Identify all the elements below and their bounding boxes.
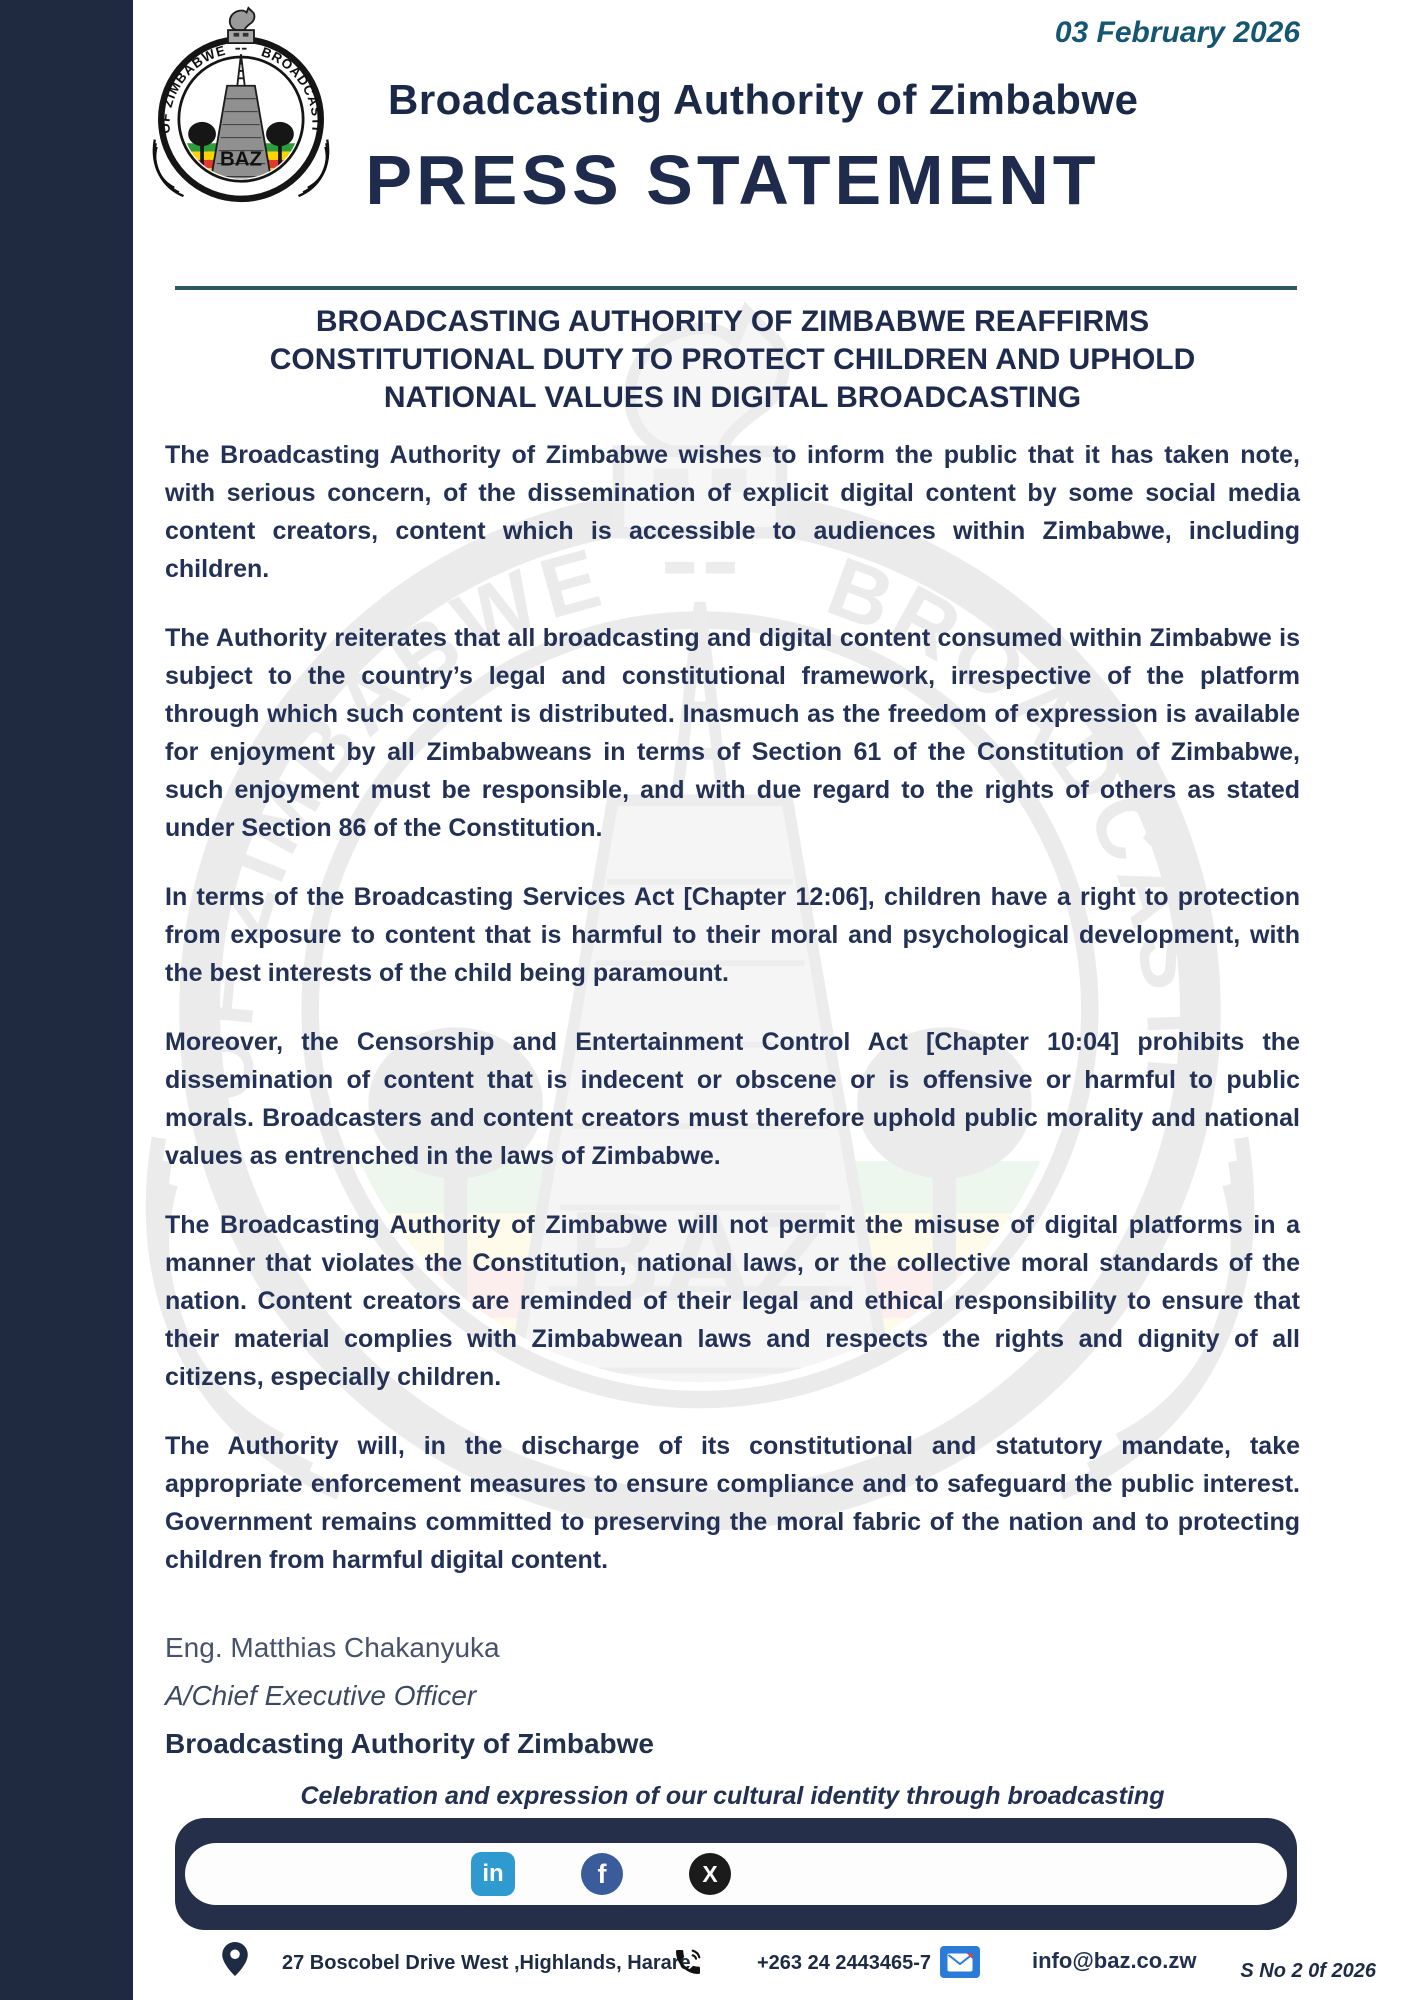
statement-body: [165, 436, 1300, 1610]
body-paragraph: The Authority will, in the discharge of its constitutional and statutory mandate, take appropriate enforcement measures to ensure compliance and to safeguard the public interest. Government remains committed to preserving the moral fabric of the nation and to protecting children from harmful digital content.: [165, 1432, 1300, 1574]
left-accent-bar: [0, 0, 133, 2000]
headline-line: NATIONAL VALUES IN DIGITAL BROADCASTING: [383, 381, 1082, 414]
signatory-title: A/Chief Executive Officer: [165, 1680, 477, 1711]
footer-address: 27 Boscobel Drive West ,Highlands, Harare: [282, 1952, 691, 1974]
press-statement-title: PRESS STATEMENT: [365, 141, 1100, 219]
x-twitter-icon[interactable]: X: [689, 1853, 731, 1895]
footer-phone: +263 24 2443465-7: [757, 1952, 932, 1974]
body-paragraph: The Broadcasting Authority of Zimbabwe wishes to inform the public that it has taken note, with serious concern, of the dissemination of explicit digital content by some social media content creators, content which is accessible to audiences within Zimbabwe, including children.: [165, 441, 1300, 583]
location-pin-icon: [222, 1942, 248, 1981]
footer-email: info@baz.co.zw: [1032, 1948, 1197, 1973]
date-label: 03 February 2026: [1054, 16, 1300, 49]
body-paragraph: In terms of the Broadcasting Services Act [Chapter 12:06], children have a right to protection from exposure to content that is harmful to their moral and psychological development, with the best interests of the child being paramount.: [165, 883, 1300, 987]
serial-number: S No 2 0f 2026: [1240, 1960, 1376, 1982]
body-paragraph: Moreover, the Censorship and Entertainment Control Act [Chapter 10:04] prohibits the dissemination of content that is indecent or obscene or is offensive or harmful to public morals. Broadcasters and content creators must therefore uphold public morality and national values as entrenched in the laws of Zimbabwe.: [165, 1028, 1300, 1170]
facebook-icon[interactable]: f: [581, 1853, 623, 1895]
tagline: Celebration and expression of our cultural identity through broadcasting: [300, 1782, 1165, 1810]
title-divider: [175, 286, 1297, 290]
signature-block: [165, 1624, 654, 1768]
signatory-name: Eng. Matthias Chakanyuka: [165, 1632, 500, 1663]
linkedin-icon[interactable]: in: [471, 1852, 515, 1896]
headline: [165, 303, 1300, 417]
email-icon: [940, 1946, 980, 1978]
headline-line: CONSTITUTIONAL DUTY TO PROTECT CHILDREN AND UPHOLD: [269, 343, 1196, 376]
body-paragraph: The Authority reiterates that all broadcasting and digital content consumed within Zimbabwe is subject to the country’s legal and constitutional framework, irrespective of the platform through which such content is distributed. Inasmuch as the freedom of expression is available for enjoyment by all Zimbabweans in terms of Section 61 of the Constitution of Zimbabwe, such enjoyment must be responsible, and with due regard to the rights of others as stated under Section 86 of the Constitution.: [165, 624, 1300, 842]
signatory-org: Broadcasting Authority of Zimbabwe: [165, 1728, 654, 1759]
org-name-heading: Broadcasting Authority of Zimbabwe: [388, 76, 1139, 123]
social-bar-strip: [185, 1843, 1287, 1905]
phone-icon: [672, 1946, 704, 1983]
body-paragraph: The Broadcasting Authority of Zimbabwe will not permit the misuse of digital platforms in a manner that violates the Constitution, national laws, or the collective moral standards of the nation. Content creators are reminded of their legal and ethical responsibility to ensure that their material complies with Zimbabwean laws and respects the rights and dignity of all citizens, especially children.: [165, 1211, 1300, 1391]
headline-line: BROADCASTING AUTHORITY OF ZIMBABWE REAFFIRMS: [315, 305, 1150, 338]
social-bar: [175, 1818, 1297, 1930]
